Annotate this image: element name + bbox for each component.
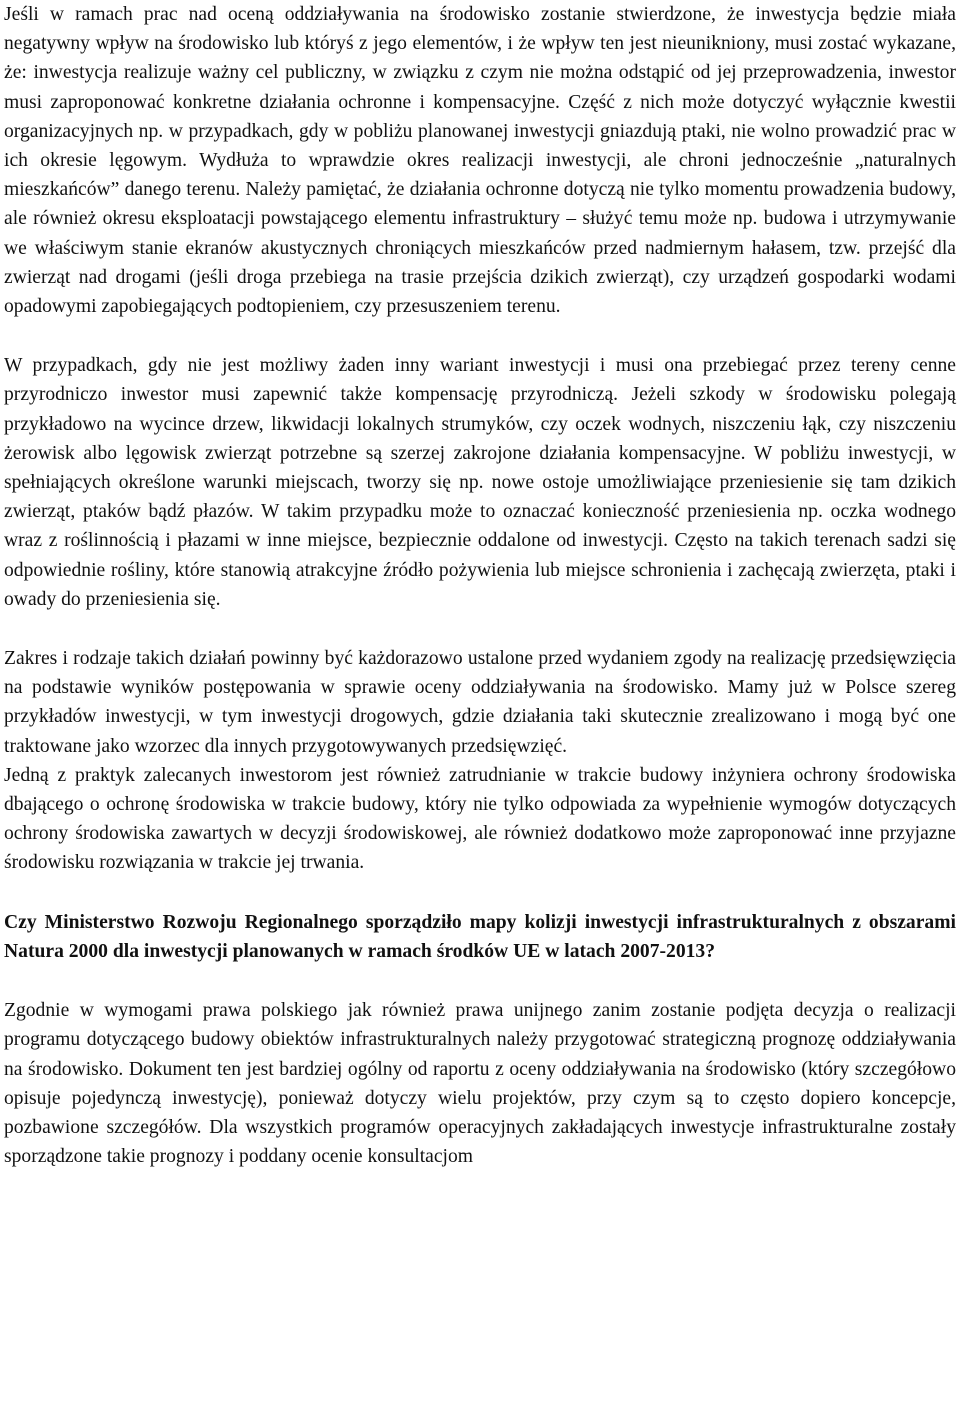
question-heading: Czy Ministerstwo Rozwoju Regionalnego sporządziło mapy kolizji inwestycji infrastrukturalnych z obszarami Natura 2000 dla inwestycji planowanych w ramach środków UE w latach 2007-2013?	[4, 911, 956, 962]
paragraph-scope-of-actions: Zakres i rodzaje takich działań powinny być każdorazowo ustalone przed wydaniem zgody na realizację przedsięwzięcia na podstawie wyników postępowania w sprawie oceny oddziaływania na środowisko. Mamy już w Polsce szereg przykładów inwestycji, w tym inwestycji drogowych, gdzie działania taki skutecznie zrealizowano i mogą być one traktowane jako wzorzec dla innych przygotowywanych przedsięwzięć.	[4, 648, 956, 757]
paragraph-natural-compensation: W przypadkach, gdy nie jest możliwy żaden inny wariant inwestycji i musi ona przebiegać przez tereny cenne przyrodniczo inwestor musi zapewnić także kompensację przyrodniczą. Jeżeli szkody w środowisku polegają przykładowo na wycince drzew, likwidacji lokalnych strumyków, czy oczek wodnych, niszczeniu łąk, czy niszczeniu żerowisk albo lęgowisk zwierząt potrzebne są szerzej zakrojone działania kompensacyjne. W pobliżu inwestycji, w spełniających określone warunki miejscach, tworzy się np. nowe ostoje umożliwiające przeniesienie się tam dzikich zwierząt, ptaków bądź płazów. W takim przypadku może to oznaczać konieczność przeniesienia np. oczka wodnego wraz z roślinnością i płazami w inne miejsce, bezpiecznie oddalone od inwestycji. Często na takich terenach sadzi się odpowiednie rośliny, które stanowią atrakcyjne źródło pożywienia lub miejsce schronienia i zachęcają zwierzęta, ptaki i owady do przeniesienia się.	[4, 355, 956, 610]
paragraph-spacer	[4, 321, 956, 351]
paragraph-mitigation-measures: Jeśli w ramach prac nad oceną oddziaływania na środowisko zostanie stwierdzone, że inwestycja będzie miała negatywny wpływ na środowisko lub któryś z jego elementów, i że wpływ ten jest nieunikniony, musi zostać wykazane, że: inwestycja realizuje ważny cel publiczny, w związku z czym nie można odstąpić od jej przeprowadzenia, inwestor musi zaproponować konkretne działania ochronne i kompensacyjne. Część z nich może dotyczyć wyłącznie kwestii organizacyjnych np. w przypadkach, gdy w pobliżu planowanej inwestycji gniazdują ptaki, nie wolno prowadzić prac w ich okresie lęgowym. Wydłuża to wprawdzie okres realizacji inwestycji, ale chroni jednocześnie „naturalnych mieszkańców” danego terenu. Należy pamiętać, że działania ochronne dotyczą nie tylko momentu prowadzenia budowy, ale również okresu eksploatacji powstającego elementu infrastruktury – służyć temu może np. budowa i utrzymywanie we właściwym stanie ekranów akustycznych chroniących mieszkańców przed nadmiernym hałasem, tzw. przejść dla zwierząt nad drogami (jeśli droga przebiega na trasie przejścia dzikich zwierząt), czy urządzeń gospodarki wodami opadowymi zapobiegających podtopieniem, czy przesuszeniem terenu.	[4, 4, 956, 318]
answer-paragraph: Zgodnie w wymogami prawa polskiego jak również prawa unijnego zanim zostanie podjęta decyzja o realizacji programu dotyczącego budowy obiektów infrastrukturalnych należy przygotować strategiczną prognozę oddziaływania na środowisko. Dokument ten jest bardziej ogólny od raportu z oceny oddziaływania na środowisko (który szczegółowo opisuje pojedynczą inwestycję), ponieważ dotyczy wielu projektów, przy czym są to często dopiero koncepcje, pozbawione szczegółów. Dla wszystkich programów operacyjnych zakładających inwestycje infrastrukturalne zostały sporządzone takie prognozy i poddany ocenie konsultacjom	[4, 1000, 956, 1168]
paragraph-spacer	[4, 614, 956, 644]
document-page	[4, 0, 956, 1171]
paragraph-spacer	[4, 966, 956, 996]
paragraph-environmental-engineer: Jedną z praktyk zalecanych inwestorom jest również zatrudnianie w trakcie budowy inżyniera ochrony środowiska dbającego o ochronę środowiska w trakcie budowy, który nie tylko odpowiada za wypełnienie wymogów dotyczących ochrony środowiska zawartych w decyzji środowiskowej, ale również dodatkowo może zaproponować inne przyjazne środowisku rozwiązania w trakcie jej trwania.	[4, 764, 956, 874]
paragraph-spacer	[4, 878, 956, 908]
